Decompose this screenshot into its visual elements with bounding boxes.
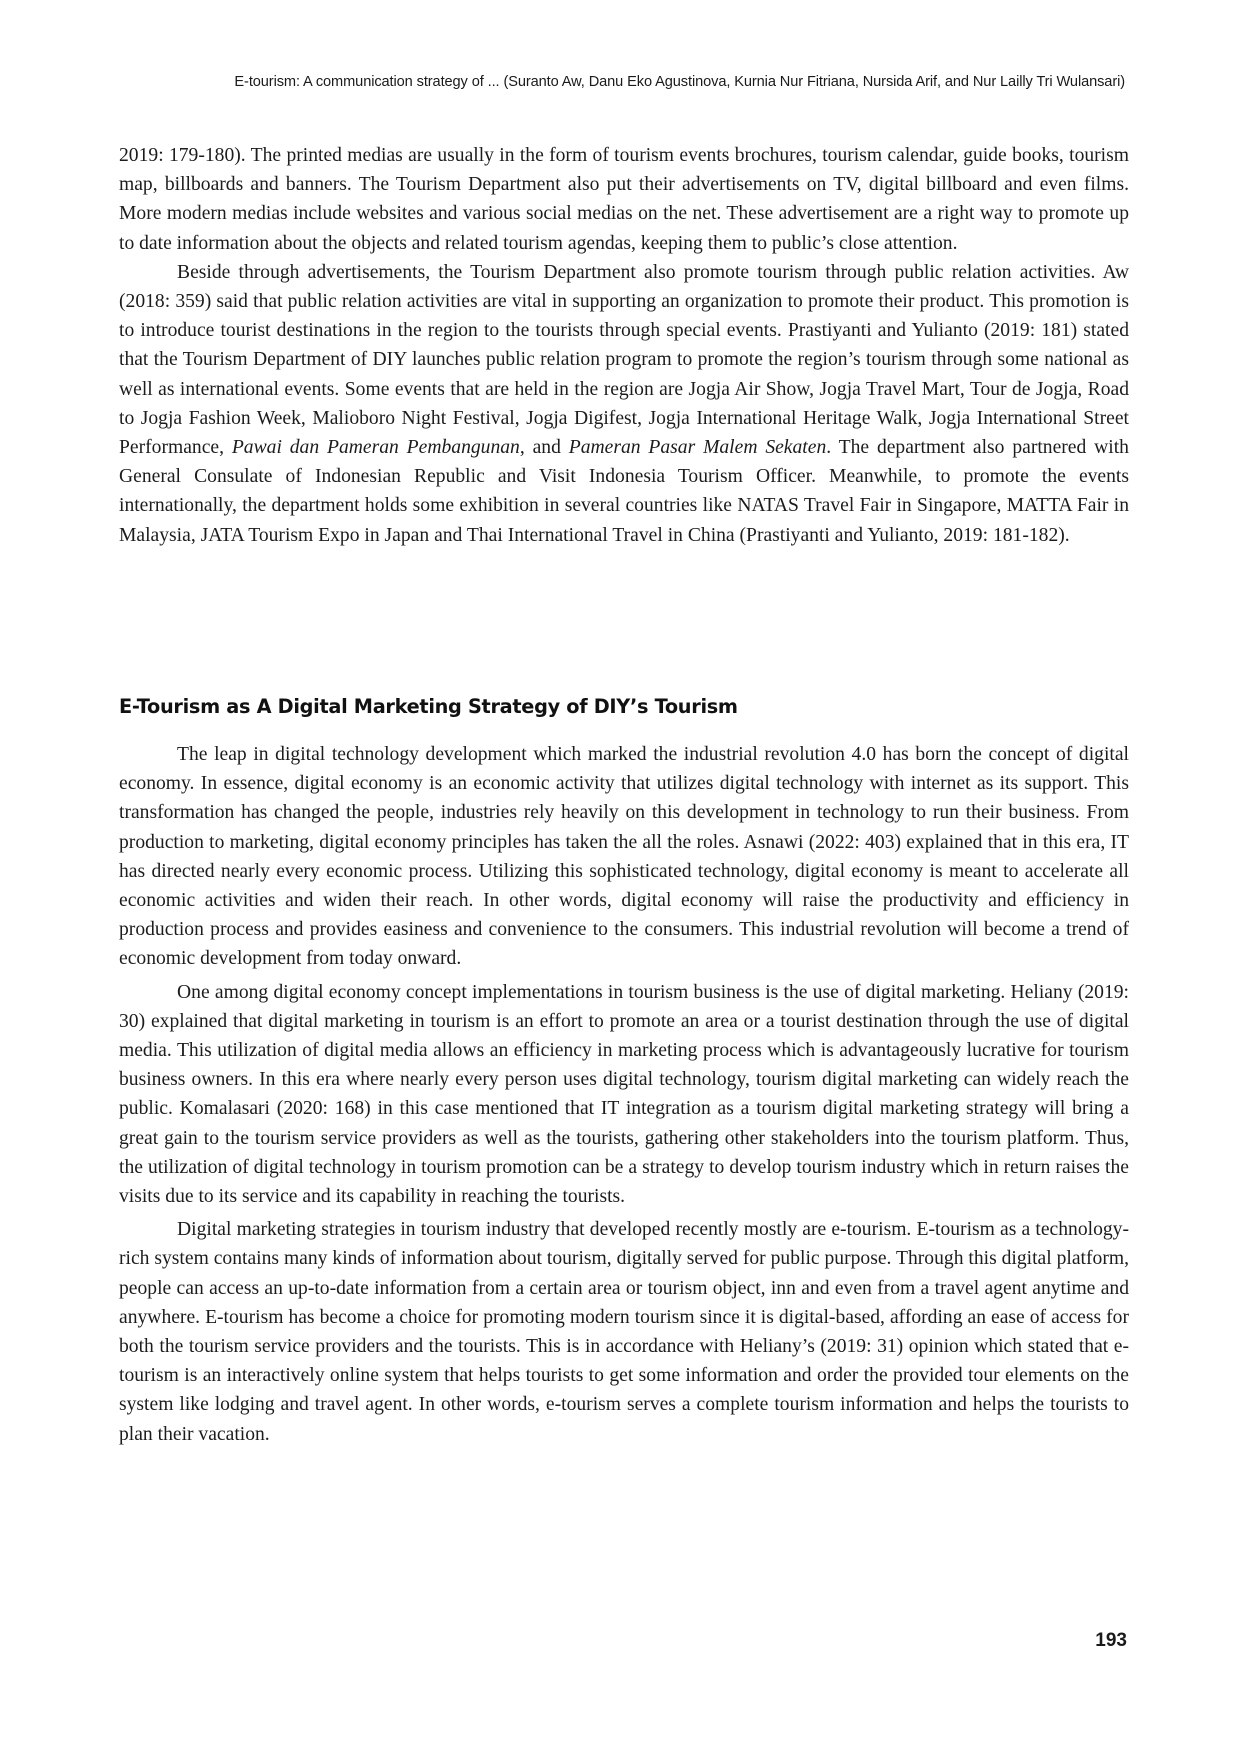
paragraph-text: , and [519,437,569,459]
paragraph: Digital marketing strategies in tourism industry that developed recently mostly are e-tourism. E-tourism as a technology-rich system contains many kinds of information about tourism, digitally served for public purpose. Through this digital platform, people can access an up-to-date information from a certain area or tourism object, inn and even from a travel agent anytime and anywhere. E-tourism has become a choice for promoting modern tourism since it is digital-based, affording an ease of access for both the tourism service providers and the tourists. This is in accordance with Heliany’s (2019: 31) opinion which stated that e-tourism is an interactively online system that helps tourists to get some information and order the provided tour elements on the system like lodging and travel agent. In other words, e-tourism serves a complete tourism information and helps the tourists to plan their vacation. [119,1219,1129,1445]
paragraph: The leap in digital technology development which marked the industrial revolution 4.0 has born the concept of digital economy. In essence, digital economy is an economic activity that utilizes digital technology with internet as its support. This transformation has changed the people, industries rely heavily on this development in technology to run their business. From production to marketing, digital economy principles has taken the all the roles. Asnawi (2022: 403) explained that in this era, IT has directed nearly every economic process. Utilizing this sophisticated technology, digital economy is meant to accelerate all economic activities and widen their reach. In other words, digital economy will raise the productivity and efficiency in production process and provides easiness and convenience to the consumers. This industrial revolution will become a trend of economic development from today onward. [119,744,1129,970]
italic-term: Pameran Pasar Malem Sekaten [568,437,827,459]
section-heading: E-Tourism as A Digital Marketing Strategy of DIY’s Tourism [119,695,738,718]
paragraph: 2019: 179-180). The printed medias are usually in the form of tourism events brochures, tourism calendar, guide books, tourism map, billboards and banners. The Tourism Department also put their advertisements on TV, digital billboard and even films. More modern medias include websites and various social medias on the net. These advertisement are a right way to promote up to date information about the objects and related tourism agendas, keeping them to public’s close attention. [119,145,1129,254]
paragraph [119,258,1129,550]
section-body [119,740,1129,1449]
paragraph-text: Beside through advertisements, the Tourism Department also promote tourism through public relation activities. Aw (2018: 359) said that public relation activities are vital in supporting an organization to promote their product. This promotion is to introduce tourist destinations in the region to the tourists through special events. Prastiyanti and Yulianto (2019: 181) stated that the Tourism Department of DIY launches public relation program to promote the region’s tourism through some national as well as international events. Some events that are held in the region are Jogja Air Show, Jogja Travel Mart, Tour de Jogja, Road to Jogja Fashion Week, Malioboro Night Festival, Jogja Digifest, Jogja International Heritage Walk, Jogja International Street Performance, [119,261,1129,459]
page-number: 193 [1095,1630,1127,1651]
italic-term: Pawai dan Pameran Pembangunan [231,437,520,459]
body-text-block [119,141,1129,550]
running-header: E-tourism: A communication strategy of ... (Suranto Aw, Danu Eko Agustinova, Kurnia Nur Fitriana, Nursida Arif, and Nur Lailly Tri Wulansari) [234,74,1125,90]
paragraph-text: . The department also partnered with General Consulate of Indonesian Republic and Visit Indonesia Tourism Officer. Meanwhile, to promote the events internationally, the department holds some exhibition in several countries like NATAS Travel Fair in Singapore, MATTA Fair in Malaysia, JATA Tourism Expo in Japan and Thai International Travel in China (Prastiyanti and Yulianto, 2019: 181-182). [119,437,1129,546]
paragraph: One among digital economy concept implementations in tourism business is the use of digital marketing. Heliany (2019: 30) explained that digital marketing in tourism is an effort to promote an area or a tourist destination through the use of digital media. This utilization of digital media allows an efficiency in marketing process which is advantageously lucrative for tourism business owners. In this era where nearly every person uses digital technology, tourism digital marketing can widely reach the public. Komalasari (2020: 168) in this case mentioned that IT integration as a tourism digital marketing strategy will bring a great gain to the tourism service providers as well as the tourists, gathering other stakeholders into the tourism platform. Thus, the utilization of digital technology in tourism promotion can be a strategy to develop tourism industry which in return raises the visits due to its service and its capability in reaching the tourists. [119,981,1129,1208]
